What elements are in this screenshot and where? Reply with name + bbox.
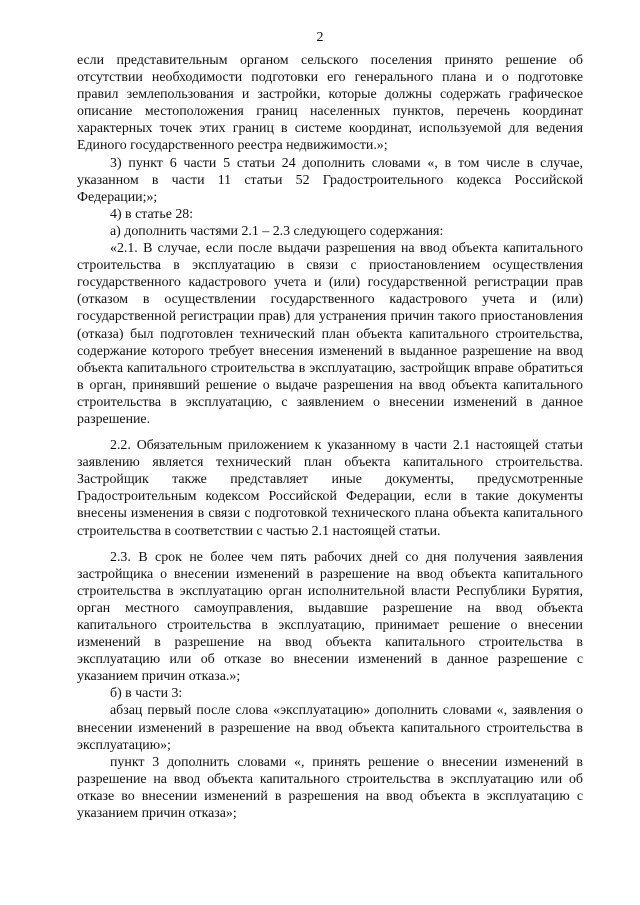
paragraph-continuation: если представительным органом сельского поселения принято решение об отсутствии необходимости подготовки его генерального плана и о подготовке правил землепользования и застройки, которые должны содержать графическое описание местоположения границ населенных пунктов, перечень координат характерных точек этих границ в системе координат, используемой для ведения Единого государственного реестра недвижимости.»; [77,53,583,154]
paragraph-first-abzac: абзац первый после слова «эксплуатацию» дополнить словами «, заявления о внесении изменений в разрешение на ввод объекта капитального строительства в эксплуатацию»; [77,703,583,753]
paragraph-subitem-b: б) в части 3: [110,686,183,702]
paragraph-part-2-2: 2.2. Обязательным приложением к указанному в части 2.1 настоящей статьи заявлению является технический план объекта капитального строительства. Застройщик также представляет иные документы, предусмотренные Градостроительным кодексом Российской Федерации, если в такие документы внесены изменения в связи с подготовкой технического плана объекта капитального строительства в соответствии с частью 2.1 настоящей статьи. [77,438,583,539]
document-body [77,52,583,822]
paragraph-part-2-3: 2.3. В срок не более чем пять рабочих дней со дня получения заявления застройщика о внесении изменений в разрешение на ввод объекта капитального строительства в эксплуатацию орган исполнительной власти Республики Бурятия, орган местного самоуправления, выдавшие разрешение на ввод объекта капитального строительства в эксплуатацию, принимает решение о внесении изменений в разрешение на ввод объекта капитального строительства в эксплуатацию или об отказе во внесении изменений в данное разрешение с указанием причин отказа.»; [77,549,583,685]
paragraph-punkt-3: пункт 3 дополнить словами «, принять решение о внесении изменений в разрешение на ввод объекта капитального строительства в эксплуатацию или об отказе во внесении изменений в разрешения на ввод объекта в эксплуатацию с указанием причин отказа»; [77,754,583,822]
page-number: 2 [316,30,324,45]
paragraph-subitem-a: а) дополнить частями 2.1 – 2.3 следующего содержания: [110,223,444,239]
paragraph-part-2-1: «2.1. В случае, если после выдачи разрешения на ввод объекта капитального строительства в эксплуатацию в связи с приостановлением осуществления государственного кадастрового учета и (или) государственной регистрации прав (отказом в осуществлении государственного кадастрового учета и (или) государственной регистрации прав) для устранения причин такого приостановления (отказа) был подготовлен технический план объекта капитального строительства, содержание которого требует внесения изменений в выданное разрешение на ввод объекта капитального строительства в эксплуатацию, застройщик вправе обратиться в орган, принявший решение о выдаче разрешения на ввод объекта капитального строительства в эксплуатацию, с заявлением о внесении изменений в данное разрешение. [77,241,583,427]
paragraph-item-4: 4) в статье 28: [110,206,194,222]
paragraph-item-3: 3) пункт 6 части 5 статьи 24 дополнить словами «, в том числе в случае, указанном в части 11 статьи 52 Градостроительного кодекса Российской Федерации;»; [77,155,583,205]
